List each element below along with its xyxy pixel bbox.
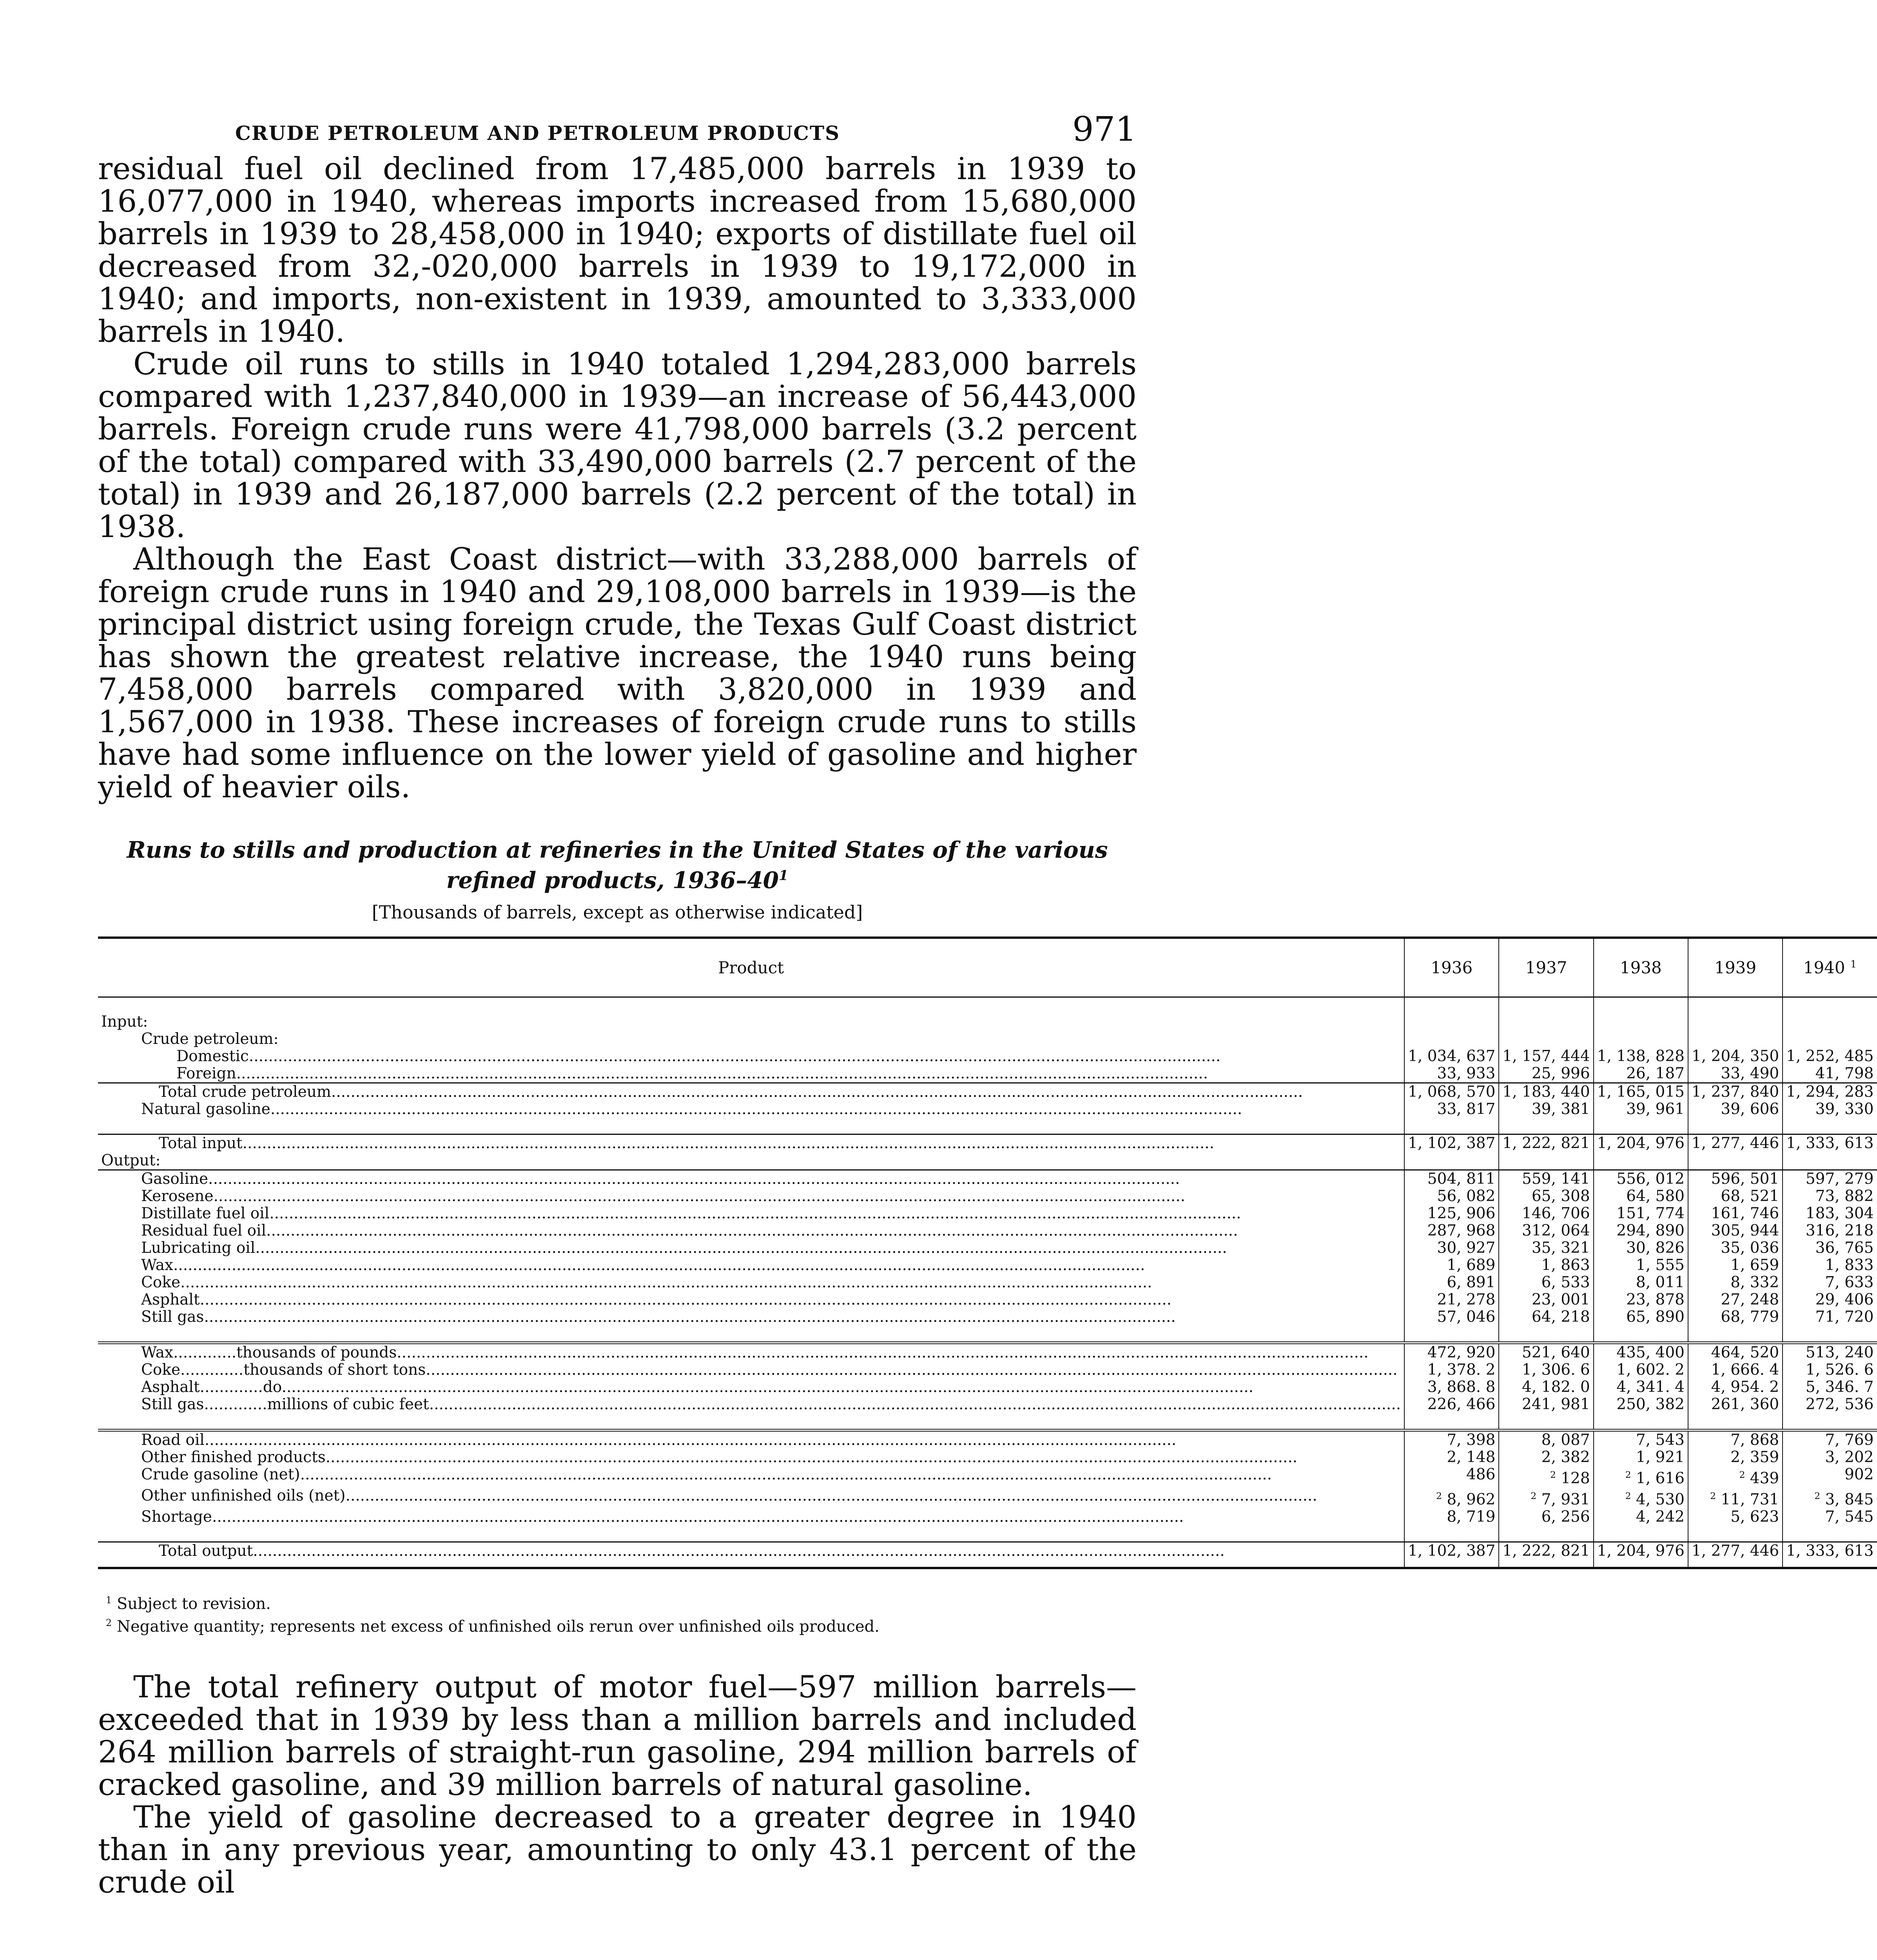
- table-cell: 39, 961: [1594, 1101, 1688, 1118]
- table-cell: 521, 640: [1499, 1343, 1593, 1362]
- column-header: 1939: [1688, 938, 1783, 997]
- table-row: [98, 1083, 1877, 1101]
- table-cell: 472, 920: [1404, 1343, 1499, 1362]
- table-cell: 39, 330: [1783, 1101, 1877, 1118]
- table-cell: 5, 623: [1688, 1508, 1783, 1526]
- unit-label: do: [263, 1378, 282, 1396]
- table-cell: 1, 602. 2: [1594, 1361, 1688, 1379]
- table-cell: 2, 148: [1404, 1449, 1499, 1466]
- table-cell: $^2$ 128: [1499, 1466, 1593, 1487]
- refinery-table: [98, 936, 1877, 1569]
- table-cell: 4, 242: [1594, 1508, 1688, 1526]
- row-label: Wax........................................................................................................................................................................................................: [141, 1256, 1145, 1274]
- table-cell: 8, 719: [1404, 1508, 1499, 1526]
- running-head: [98, 110, 1137, 153]
- table-cell: 65, 890: [1594, 1308, 1688, 1326]
- table-row: [98, 1396, 1877, 1413]
- column-header: 1937: [1499, 938, 1593, 997]
- table-cell: 4, 182. 0: [1499, 1379, 1593, 1396]
- table-cell: 1, 378. 2: [1404, 1361, 1499, 1379]
- footnote: $^1$ Subject to revision.: [106, 1595, 271, 1613]
- table-cell: 30, 826: [1594, 1240, 1688, 1257]
- table-cell: 64, 218: [1499, 1308, 1593, 1326]
- table-row: [98, 1430, 1877, 1449]
- document-page: [98, 110, 1874, 1900]
- table-cell: 151, 774: [1594, 1205, 1688, 1222]
- paragraph: The total refinery output of motor fuel—597 million barrels—exceeded that in 1939 by less than a million barrels and included 264 million barrels of straight-run gasoline, 294 million barrels of cracked gasoline, and 39 million barrels of natural gasoline.: [98, 1669, 1137, 1802]
- table-cell: 241, 981: [1499, 1396, 1593, 1413]
- table-cell: 26, 187: [1594, 1065, 1688, 1083]
- table-cell: 556, 012: [1594, 1170, 1688, 1188]
- table-cell: 6, 256: [1499, 1508, 1593, 1526]
- table-cell: 7, 868: [1688, 1430, 1783, 1449]
- table-cell: 272, 536: [1783, 1396, 1877, 1413]
- table-cell: 1, 138, 828: [1594, 1048, 1688, 1065]
- table-row: [98, 1361, 1877, 1379]
- table-cell: 559, 141: [1499, 1170, 1593, 1188]
- row-label: Shortage........................................................................................................................................................................................................: [141, 1508, 1184, 1526]
- row-label: Coke.............thousands of short tons........................................................................................................................................................................................................: [141, 1361, 1398, 1379]
- table-cell: 1, 277, 446: [1688, 1134, 1783, 1152]
- table-cell: 1, 333, 613: [1783, 1134, 1877, 1152]
- row-label: Still gas........................................................................................................................................................................................................: [141, 1308, 1176, 1326]
- table-row: [98, 1291, 1877, 1308]
- table-cell: 1, 666. 4: [1688, 1361, 1783, 1379]
- table-cell: 33, 933: [1404, 1065, 1499, 1083]
- unit-label: millions of cubic feet: [267, 1396, 429, 1414]
- table-cell: 7, 543: [1594, 1430, 1688, 1449]
- row-label: Asphalt.............do........................................................................................................................................................................................................: [141, 1378, 1254, 1396]
- table-cell: 161, 746: [1688, 1205, 1783, 1222]
- table-row: [98, 1466, 1877, 1487]
- table-cell: 56, 082: [1404, 1188, 1499, 1205]
- table-cell: 64, 580: [1594, 1188, 1688, 1205]
- table-cell: 1, 034, 637: [1404, 1048, 1499, 1065]
- table-cell: 294, 890: [1594, 1222, 1688, 1240]
- table-cell: 4, 341. 4: [1594, 1379, 1688, 1396]
- table-cell: 23, 001: [1499, 1291, 1593, 1308]
- table-cell: 35, 036: [1688, 1240, 1783, 1257]
- table-row: [98, 1274, 1877, 1291]
- table-header-row: [98, 938, 1877, 997]
- table-cell: 1, 252, 485: [1783, 1048, 1877, 1065]
- table-cell: 1, 921: [1594, 1449, 1688, 1466]
- column-header: 1936: [1404, 938, 1499, 997]
- table-cell: 1, 183, 440: [1499, 1083, 1593, 1101]
- row-label: Still gas.............millions of cubic feet........................................................................................................................................................................................................: [141, 1396, 1401, 1414]
- table-cell: 35, 321: [1499, 1240, 1593, 1257]
- table-cell: 1, 333, 613: [1783, 1542, 1877, 1568]
- table-cell: 183, 304: [1783, 1205, 1877, 1222]
- table-cell: 4, 954. 2: [1688, 1379, 1783, 1396]
- paragraph: residual fuel oil declined from 17,485,000 barrels in 1939 to 16,077,000 in 1940, whereas imports increased from 15,680,000 barrels in 1939 to 28,458,000 in 1940; exports of distillate fuel oil decreased from 32,-020,000 barrels in 1939 to 19,172,000 in 1940; and imports, non-existent in 1939, amounted to 3,333,000 barrels in 1940.: [98, 151, 1137, 349]
- row-label: Road oil........................................................................................................................................................................................................: [98, 1430, 1404, 1449]
- footnote-ref: 2: [1625, 1490, 1631, 1502]
- row-label: Foreign........................................................................................................................................................................................................: [176, 1065, 1208, 1083]
- row-label: Coke........................................................................................................................................................................................................: [141, 1274, 1152, 1292]
- table-cell: 41, 798: [1783, 1065, 1877, 1083]
- page-number: 971: [1072, 110, 1137, 149]
- footnote-ref: 2: [1710, 1490, 1716, 1502]
- table-cell: 3, 202: [1783, 1449, 1877, 1466]
- table-cell: 65, 308: [1499, 1188, 1593, 1205]
- table-row: [98, 1222, 1877, 1240]
- table-cell: 226, 466: [1404, 1396, 1499, 1413]
- row-label: Residual fuel oil........................................................................................................................................................................................................: [141, 1222, 1238, 1240]
- table-cell: $^2$ 8, 962: [1404, 1487, 1499, 1508]
- table-cell: 305, 944: [1688, 1222, 1783, 1240]
- table-cell: 1, 204, 976: [1594, 1542, 1688, 1568]
- table-cell: 27, 248: [1688, 1291, 1783, 1308]
- table-cell: 2, 359: [1688, 1449, 1783, 1466]
- footnote-ref: 2: [1625, 1469, 1631, 1481]
- section-heading-row: Output:: [98, 1152, 1877, 1170]
- table-cell: 287, 968: [1404, 1222, 1499, 1240]
- row-label: Kerosene........................................................................................................................................................................................................: [141, 1187, 1185, 1205]
- table-cell: 146, 706: [1499, 1205, 1593, 1222]
- column-header: 1938: [1594, 938, 1688, 997]
- table-cell: 1, 204, 350: [1688, 1048, 1783, 1065]
- table-row: [98, 1065, 1877, 1083]
- table-cell: 39, 606: [1688, 1101, 1783, 1118]
- paragraph: Crude oil runs to stills in 1940 totaled 1,294,283,000 barrels compared with 1,237,840,000 in 1939—an increase of 56,443,000 barrels. Foreign crude runs were 41,798,000 barrels (3.2 percent of the total) compared with 33,490,000 barrels (2.7 percent of the total) in 1939 and 26,187,000 barrels (2.2 percent of the total) in 1938.: [98, 347, 1137, 544]
- table-row: [98, 1308, 1877, 1326]
- table-cell: 1, 526. 6: [1783, 1361, 1877, 1379]
- table-row: [98, 1343, 1877, 1362]
- row-label: Total crude petroleum........................................................................................................................................................................................................: [98, 1083, 1404, 1101]
- table-cell: 1, 222, 821: [1499, 1542, 1593, 1568]
- table-cell: 1, 659: [1688, 1257, 1783, 1274]
- table-cell: 68, 521: [1688, 1188, 1783, 1205]
- table-cell: 1, 165, 015: [1594, 1083, 1688, 1101]
- table-cell: 36, 765: [1783, 1240, 1877, 1257]
- table-cell: 597, 279: [1783, 1170, 1877, 1188]
- table-row: [98, 1170, 1877, 1188]
- table-cell: 464, 520: [1688, 1343, 1783, 1362]
- row-label: Total output........................................................................................................................................................................................................: [98, 1542, 1404, 1568]
- table-row: [98, 1257, 1877, 1274]
- table-cell: 73, 882: [1783, 1188, 1877, 1205]
- paragraph: Although the East Coast district—with 33,288,000 barrels of foreign crude runs in 1940 and 29,108,000 barrels in 1939—is the principal district using foreign crude, the Texas Gulf Coast district has shown the greatest relative increase, the 1940 runs being 7,458,000 barrels compared with 3,820,000 in 1939 and 1,567,000 in 1938. These increases of foreign crude runs to stills have had some influence on the lower yield of gasoline and higher yield of heavier oils.: [98, 542, 1137, 805]
- table-cell: 1, 294, 283: [1783, 1083, 1877, 1101]
- row-label: Lubricating oil........................................................................................................................................................................................................: [141, 1239, 1227, 1257]
- table-cell: 30, 927: [1404, 1240, 1499, 1257]
- table-cell: $^2$ 4, 530: [1594, 1487, 1688, 1508]
- table-cell: 1, 157, 444: [1499, 1048, 1593, 1065]
- unit-label: thousands of pounds: [236, 1344, 397, 1362]
- table-cell: 312, 064: [1499, 1222, 1593, 1240]
- table-cell: 6, 891: [1404, 1274, 1499, 1291]
- footnotes: [98, 1591, 1137, 1636]
- table-cell: 125, 906: [1404, 1205, 1499, 1222]
- row-label: Wax.............thousands of pounds........................................................................................................................................................................................................: [98, 1343, 1404, 1362]
- table-cell: 7, 545: [1783, 1508, 1877, 1526]
- row-label: Domestic........................................................................................................................................................................................................: [176, 1047, 1221, 1065]
- table-cell: 5, 346. 7: [1783, 1379, 1877, 1396]
- table-cell: $^2$ 11, 731: [1688, 1487, 1783, 1508]
- table-cell: 1, 102, 387: [1404, 1134, 1499, 1152]
- table-row: [98, 1449, 1877, 1466]
- row-label: Other finished products........................................................................................................................................................................................................: [141, 1448, 1298, 1466]
- table-cell: $^2$ 439: [1688, 1466, 1783, 1487]
- table-cell: 33, 817: [1404, 1101, 1499, 1118]
- table-cell: 7, 633: [1783, 1274, 1877, 1291]
- table-cell: 596, 501: [1688, 1170, 1783, 1188]
- table-row: [98, 1487, 1877, 1508]
- table-cell: 261, 360: [1688, 1396, 1783, 1413]
- table-row: [98, 1134, 1877, 1152]
- table-cell: 1, 306. 6: [1499, 1361, 1593, 1379]
- table-cell: 1, 555: [1594, 1257, 1688, 1274]
- table-row: [98, 1101, 1877, 1118]
- table-row: [98, 1048, 1877, 1065]
- table-cell: 7, 769: [1783, 1430, 1877, 1449]
- table-cell: 1, 068, 570: [1404, 1083, 1499, 1101]
- table-subcaption: [Thousands of barrels, except as otherwise indicated]: [372, 902, 863, 923]
- row-label: Distillate fuel oil........................................................................................................................................................................................................: [141, 1205, 1241, 1223]
- row-label: Total input........................................................................................................................................................................................................: [98, 1134, 1404, 1152]
- table-cell: $^2$ 3, 845: [1783, 1487, 1877, 1508]
- table-cell: 1, 204, 976: [1594, 1134, 1688, 1152]
- table-cell: $^2$ 1, 616: [1594, 1466, 1688, 1487]
- table-cell: 1, 102, 387: [1404, 1542, 1499, 1568]
- table-cell: 1, 237, 840: [1688, 1083, 1783, 1101]
- table-cell: 25, 996: [1499, 1065, 1593, 1083]
- footnote-ref: 2: [1531, 1490, 1537, 1502]
- unit-label: thousands of short tons: [243, 1361, 426, 1379]
- table-cell: 1, 222, 821: [1499, 1134, 1593, 1152]
- table-cell: 250, 382: [1594, 1396, 1688, 1413]
- table-row: [98, 1542, 1877, 1568]
- table-cell: $^2$ 7, 931: [1499, 1487, 1593, 1508]
- table-cell: 1, 863: [1499, 1257, 1593, 1274]
- row-label: Crude gasoline (net)........................................................................................................................................................................................................: [141, 1466, 1272, 1484]
- table-cell: 3, 868. 8: [1404, 1379, 1499, 1396]
- table-cell: 6, 533: [1499, 1274, 1593, 1291]
- table-cell: 7, 398: [1404, 1430, 1499, 1449]
- table-cell: 1, 277, 446: [1688, 1542, 1783, 1568]
- table-cell: 23, 878: [1594, 1291, 1688, 1308]
- table-cell: 8, 332: [1688, 1274, 1783, 1291]
- table-row: [98, 1379, 1877, 1396]
- footnote-ref: 2: [1436, 1490, 1442, 1502]
- table-row: [98, 1240, 1877, 1257]
- footnote-ref: 2: [1550, 1469, 1556, 1481]
- section-heading-row: Input:: [98, 1013, 1877, 1031]
- table-row: [98, 1508, 1877, 1526]
- table-cell: 2, 382: [1499, 1449, 1593, 1466]
- row-label: Other unfinished oils (net)........................................................................................................................................................................................................: [141, 1487, 1317, 1505]
- footnote-ref: 1: [779, 867, 789, 884]
- row-label: Natural gasoline........................................................................................................................................................................................................: [141, 1100, 1242, 1118]
- table-cell: 486: [1404, 1466, 1499, 1487]
- table-row: [98, 1205, 1877, 1222]
- paragraph: The yield of gasoline decreased to a greater degree in 1940 than in any previous year, amounting to only 43.1 percent of the crude oil: [98, 1799, 1137, 1900]
- footnote: $^2$ Negative quantity; represents net excess of unfinished oils rerun over unfinished oils produced.: [106, 1617, 880, 1635]
- table-cell: 8, 087: [1499, 1430, 1593, 1449]
- table-cell: 33, 490: [1688, 1065, 1783, 1083]
- table-caption: Runs to stills and production at refineries in the United States of the various refined products, $1936-40^1$: [127, 837, 1108, 894]
- table-cell: 21, 278: [1404, 1291, 1499, 1308]
- table-cell: 504, 811: [1404, 1170, 1499, 1188]
- table-cell: 435, 400: [1594, 1343, 1688, 1362]
- running-title: CRUDE PETROLEUM AND PETROLEUM PRODUCTS: [235, 122, 840, 145]
- footnote-ref: 1: [1850, 958, 1857, 970]
- table-cell: 1, 833: [1783, 1257, 1877, 1274]
- row-label: Gasoline........................................................................................................................................................................................................: [98, 1170, 1404, 1188]
- table-cell: 29, 406: [1783, 1291, 1877, 1308]
- table-cell: 902: [1783, 1466, 1877, 1487]
- table-cell: 316, 218: [1783, 1222, 1877, 1240]
- table-cell: 39, 381: [1499, 1101, 1593, 1118]
- row-label: Asphalt........................................................................................................................................................................................................: [141, 1291, 1172, 1309]
- table-cell: 57, 046: [1404, 1308, 1499, 1326]
- table-cell: 513, 240: [1783, 1343, 1877, 1362]
- table-cell: 68, 779: [1688, 1308, 1783, 1326]
- column-header: Product: [98, 938, 1404, 997]
- table-cell: 71, 720: [1783, 1308, 1877, 1326]
- table-row: [98, 1188, 1877, 1205]
- footnote-ref: 2: [1814, 1490, 1821, 1502]
- table-cell: 8, 011: [1594, 1274, 1688, 1291]
- table-cell: 1, 689: [1404, 1257, 1499, 1274]
- column-header: 1940 $^1$: [1783, 938, 1877, 997]
- footnote-ref: 2: [1739, 1469, 1745, 1481]
- section-heading-row: Crude petroleum:: [98, 1031, 1877, 1048]
